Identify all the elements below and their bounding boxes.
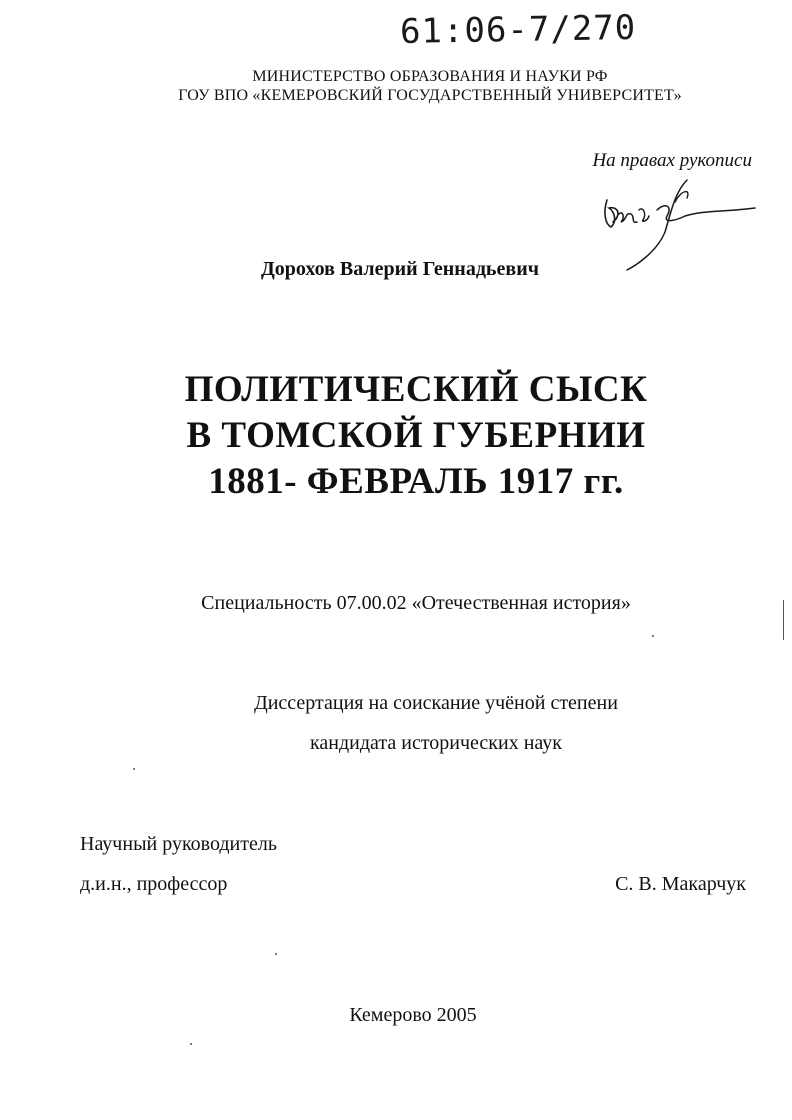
university-name: ГОУ ВПО «КЕМЕРОВСКИЙ ГОСУДАРСТВЕННЫЙ УНИВЕРСИТЕТ»	[178, 87, 682, 104]
manuscript-rights: На правах рукописи	[592, 150, 752, 171]
title-line-2: В ТОМСКОЙ ГУБЕРНИИ	[186, 415, 646, 456]
archive-code: 61:06-7/270	[399, 7, 637, 53]
author-signature	[595, 172, 765, 272]
specialty: Специальность 07.00.02 «Отечественная история»	[201, 592, 631, 614]
scan-speck	[652, 635, 654, 637]
supervisor-degree: д.и.н., профессор	[80, 873, 228, 895]
city-year: Кемерово 2005	[349, 1004, 477, 1026]
ministry-name: МИНИСТЕРСТВО ОБРАЗОВАНИЯ И НАУКИ РФ	[252, 68, 608, 85]
title-line-1: ПОЛИТИЧЕСКИЙ СЫСК	[184, 369, 648, 410]
supervisor-label: Научный руководитель	[80, 833, 277, 855]
supervisor-name: С. В. Макарчук	[615, 873, 746, 895]
scan-speck	[275, 953, 277, 955]
dissertation-line-1: Диссертация на соискание учёной степени	[254, 692, 618, 714]
scan-edge-mark	[783, 600, 784, 640]
scan-speck	[190, 1043, 192, 1045]
title-line-3: 1881- ФЕВРАЛЬ 1917 гг.	[208, 461, 624, 502]
scan-speck	[133, 768, 135, 770]
author-name: Дорохов Валерий Геннадьевич	[260, 258, 539, 280]
dissertation-line-2: кандидата исторических наук	[309, 732, 563, 754]
